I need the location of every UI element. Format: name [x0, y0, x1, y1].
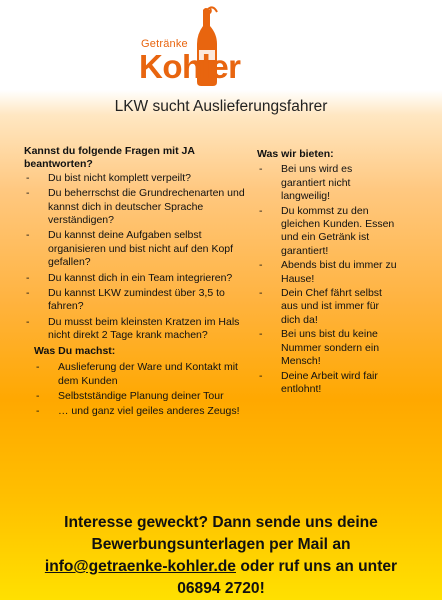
list-item: - Abends bist du immer zu Hause! — [257, 259, 397, 286]
left-column — [24, 145, 252, 421]
list-item: - Bei uns bist du keine Nummer sondern ein Mensch! — [257, 328, 397, 368]
company-logo — [133, 4, 275, 88]
list-item: - Du beherrschst die Grundrechenarten und kannst dich in deutscher Sprache verständigen? — [24, 187, 252, 227]
questions-list — [24, 172, 252, 343]
tasks-list — [34, 361, 252, 419]
list-item: - Du musst beim kleinsten Kratzen im Hals nicht direkt 2 Tage krank machen? — [24, 316, 252, 343]
list-item: - … und ganz viel geiles anderes Zeugs! — [34, 405, 252, 418]
list-item: - Du bist nicht komplett verpeilt? — [24, 172, 252, 185]
page-title: LKW sucht Auslieferungsfahrer — [114, 98, 328, 115]
tasks-title: Was Du machst: — [34, 344, 116, 357]
list-item: - Du kommst zu den gleichen Kunden. Essen und ein Getränk ist garantiert! — [257, 205, 397, 259]
questions-title: Kannst du folgende Fragen mit JA beantworten? — [24, 145, 195, 171]
offer-title: Was wir bieten: — [257, 148, 334, 160]
cta-line-3-rest: oder ruf uns an unter — [235, 558, 398, 575]
logo-small-text: Getränke — [141, 38, 188, 50]
list-item: - Auslieferung der Ware und Kontakt mit dem Kunden — [34, 361, 252, 388]
list-item: - Deine Arbeit wird fair entlohnt! — [257, 370, 397, 397]
cta-line-1: Interesse geweckt? Dann sende uns deine — [64, 514, 378, 531]
logo-big-text: Kohler — [139, 48, 241, 85]
email-link[interactable]: info@getraenke-kohler.de — [44, 558, 236, 575]
tasks-section — [34, 345, 252, 419]
phone-number: 06894 2720! — [177, 580, 265, 597]
offer-list — [257, 163, 397, 396]
list-item: - Bei uns wird es garantiert nicht langweilig! — [257, 163, 397, 203]
list-item: - Du kannst LKW zumindest über 3,5 to fahren? — [24, 287, 252, 314]
cta-line-3 — [0, 556, 442, 578]
list-item: - Du kannst dich in ein Team integrieren? — [24, 272, 252, 285]
list-item: - Selbstständige Planung deiner Tour — [34, 390, 252, 403]
call-to-action — [0, 512, 442, 600]
list-item: - Du kannst deine Aufgaben selbst organisieren und bist nicht auf den Kopf gefallen? — [24, 229, 252, 269]
cta-line-2: Bewerbungsunterlagen per Mail an — [91, 536, 351, 553]
right-column — [257, 148, 397, 397]
list-item: - Dein Chef fährt selbst aus und ist immer für dich da! — [257, 287, 397, 327]
